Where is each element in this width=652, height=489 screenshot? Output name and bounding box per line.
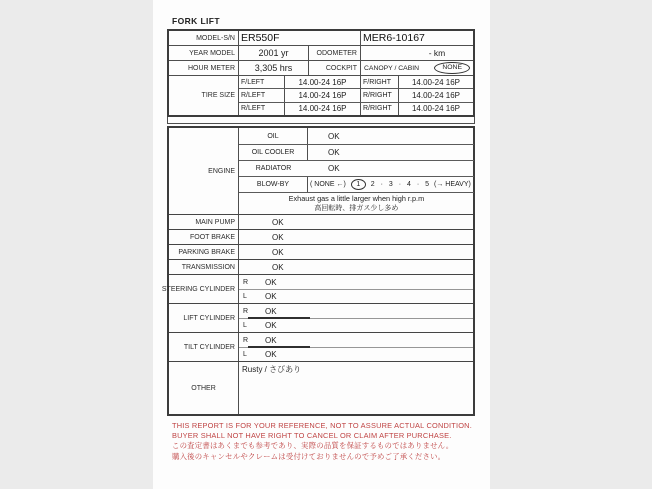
engine-section xyxy=(169,128,473,214)
cylinder-tilt xyxy=(169,332,473,361)
check-label: MAIN PUMP xyxy=(169,215,239,229)
year-model-label: YEAR MODEL xyxy=(169,46,239,60)
tire-pos: R/LEFT xyxy=(239,89,285,101)
tire-size-block xyxy=(169,75,473,115)
disclaimer-line-2: BUYER SHALL NOT HAVE RIGHT TO CANCEL OR CLAIM AFTER PURCHASE. xyxy=(172,431,452,441)
spec-table xyxy=(167,29,475,117)
tire-value: 14.00-24 16P xyxy=(411,90,461,100)
cylinder-l-row xyxy=(239,347,473,361)
year-model-value: 2001 yr xyxy=(239,46,309,60)
tire-row xyxy=(239,76,473,88)
tire-rows xyxy=(239,76,473,115)
cylinder-r-label: R xyxy=(243,307,249,315)
disclaimer-line-3: この査定書はあくまでも参考であり、実際の品質を保証するものではありません。 xyxy=(172,441,454,451)
engine-item-oil-cooler xyxy=(239,144,474,160)
cylinder-l-value: OK xyxy=(265,291,277,301)
tire-value: 14.00-24 16P xyxy=(411,104,461,114)
other-section xyxy=(169,361,473,414)
cylinder-body xyxy=(239,304,473,332)
check-value: OK xyxy=(272,247,284,257)
check-value: OK xyxy=(272,262,284,272)
check-row-foot-brake xyxy=(169,229,473,244)
cylinder-divider xyxy=(239,289,473,290)
hour-meter-value: 3,305 hrs xyxy=(239,61,309,75)
engine-body xyxy=(239,128,474,214)
disclaimer xyxy=(172,421,472,462)
cylinder-body xyxy=(239,333,473,361)
model-row xyxy=(169,31,473,45)
check-label: PARKING BRAKE xyxy=(169,245,239,259)
other-body xyxy=(239,362,473,414)
cylinder-label: LIFT CYLINDER xyxy=(169,304,239,332)
blowby-heavy-label: (→ HEAVY) xyxy=(434,181,471,188)
cylinder-l-value: OK xyxy=(265,320,277,330)
cylinder-l-label: L xyxy=(243,350,247,358)
engine-item-value: OK xyxy=(328,164,340,173)
serial-value: MER6-10167 xyxy=(363,32,425,44)
engine-note-en: Exhaust gas a little larger when high r.p.m xyxy=(288,194,425,203)
check-row-main-pump xyxy=(169,214,473,229)
cockpit-cell xyxy=(361,61,473,75)
tire-value: 14.00-24 16P xyxy=(285,76,361,88)
cylinder-divider xyxy=(239,318,473,319)
cockpit-label: COCKPIT xyxy=(309,61,361,75)
blowby-scale: 2 · 3 · 4 · 5 xyxy=(370,181,430,188)
cylinder-steering xyxy=(161,274,473,303)
tire-value: 14.00-24 16P xyxy=(285,89,361,101)
model-value: ER550F xyxy=(239,31,361,45)
engine-item-name: OIL xyxy=(239,128,308,144)
tire-pos: R/RIGHT xyxy=(361,89,399,101)
blowby-label: BLOW-BY xyxy=(239,177,308,192)
tire-pos: R/LEFT xyxy=(239,103,285,115)
blowby-row xyxy=(239,176,474,192)
tire-row xyxy=(239,102,473,115)
tire-pos: R/RIGHT xyxy=(361,103,399,115)
tire-value: 14.00-24 16P xyxy=(411,77,461,87)
engine-item-name: RADIATOR xyxy=(255,165,292,172)
cylinder-r-value: OK xyxy=(265,277,277,287)
hour-row xyxy=(169,60,473,75)
blowby-scale-cell xyxy=(308,177,474,192)
report-sheet xyxy=(153,0,490,489)
cylinder-r-value: OK xyxy=(265,306,277,316)
check-label: TRANSMISSION xyxy=(169,260,239,274)
tire-size-label: TIRE SIZE xyxy=(169,76,239,115)
cylinder-r-row xyxy=(239,304,473,318)
blowby-selected-circle: 1 xyxy=(351,179,366,190)
cylinder-l-value: OK xyxy=(265,349,277,359)
check-value: OK xyxy=(272,232,284,242)
tire-value: 14.00-24 16P xyxy=(285,103,361,115)
report-title: FORK LIFT xyxy=(172,16,220,26)
inspection-table xyxy=(161,126,475,416)
cockpit-options: CANOPY / CABIN xyxy=(364,64,420,72)
blowby-none-label: ( NONE ←) xyxy=(310,181,346,188)
spacer-row xyxy=(167,117,475,124)
cylinder-l-label: L xyxy=(243,292,247,300)
cylinder-lift xyxy=(169,303,473,332)
cylinder-label: STEERING CYLINDER xyxy=(169,275,239,303)
disclaimer-line-4: 購入後のキャンセルやクレームは受付けておりませんので予めご了承ください。 xyxy=(172,451,446,461)
engine-note xyxy=(239,192,474,214)
other-label: OTHER xyxy=(169,362,239,414)
engine-item-radiator xyxy=(239,160,474,176)
engine-item-name: OIL COOLER xyxy=(239,145,308,160)
disclaimer-line-1: THIS REPORT IS FOR YOUR REFERENCE, NOT TO ASSURE ACTUAL CONDITION. xyxy=(172,421,472,430)
model-sn-label: MODEL-S/N xyxy=(169,31,239,45)
engine-item-value: OK xyxy=(328,131,340,141)
hour-meter-label: HOUR METER xyxy=(169,61,239,75)
cylinder-body xyxy=(239,275,473,303)
cylinder-r-label: R xyxy=(243,336,249,344)
cylinder-r-row xyxy=(239,275,473,289)
cylinder-label: TILT CYLINDER xyxy=(169,333,239,361)
cylinder-divider xyxy=(239,347,473,348)
cylinder-r-label: R xyxy=(243,278,249,286)
tire-pos: F/RIGHT xyxy=(361,76,399,88)
check-row-transmission xyxy=(169,259,473,274)
tire-pos: F/LEFT xyxy=(239,76,285,88)
engine-label: ENGINE xyxy=(169,128,239,214)
tire-row xyxy=(239,88,473,101)
odometer-value: - km xyxy=(428,48,446,58)
cylinder-r-row xyxy=(239,333,473,347)
engine-item-value: OK xyxy=(328,148,340,157)
cylinder-l-row xyxy=(239,289,473,303)
engine-item-oil xyxy=(239,128,474,144)
year-row xyxy=(169,45,473,60)
odometer-label: ODOMETER xyxy=(309,46,361,60)
cylinder-l-row xyxy=(239,318,473,332)
check-value: OK xyxy=(272,217,284,227)
cockpit-selected-ellipse: NONE xyxy=(434,62,470,74)
cylinder-l-label: L xyxy=(243,321,247,329)
engine-note-ja: 高回転時、排ガス少し多め xyxy=(314,204,399,212)
check-row-parking-brake xyxy=(169,244,473,259)
cylinder-r-value: OK xyxy=(265,335,277,345)
check-label: FOOT BRAKE xyxy=(169,230,239,244)
other-value: Rusty / さびあり xyxy=(242,365,302,374)
